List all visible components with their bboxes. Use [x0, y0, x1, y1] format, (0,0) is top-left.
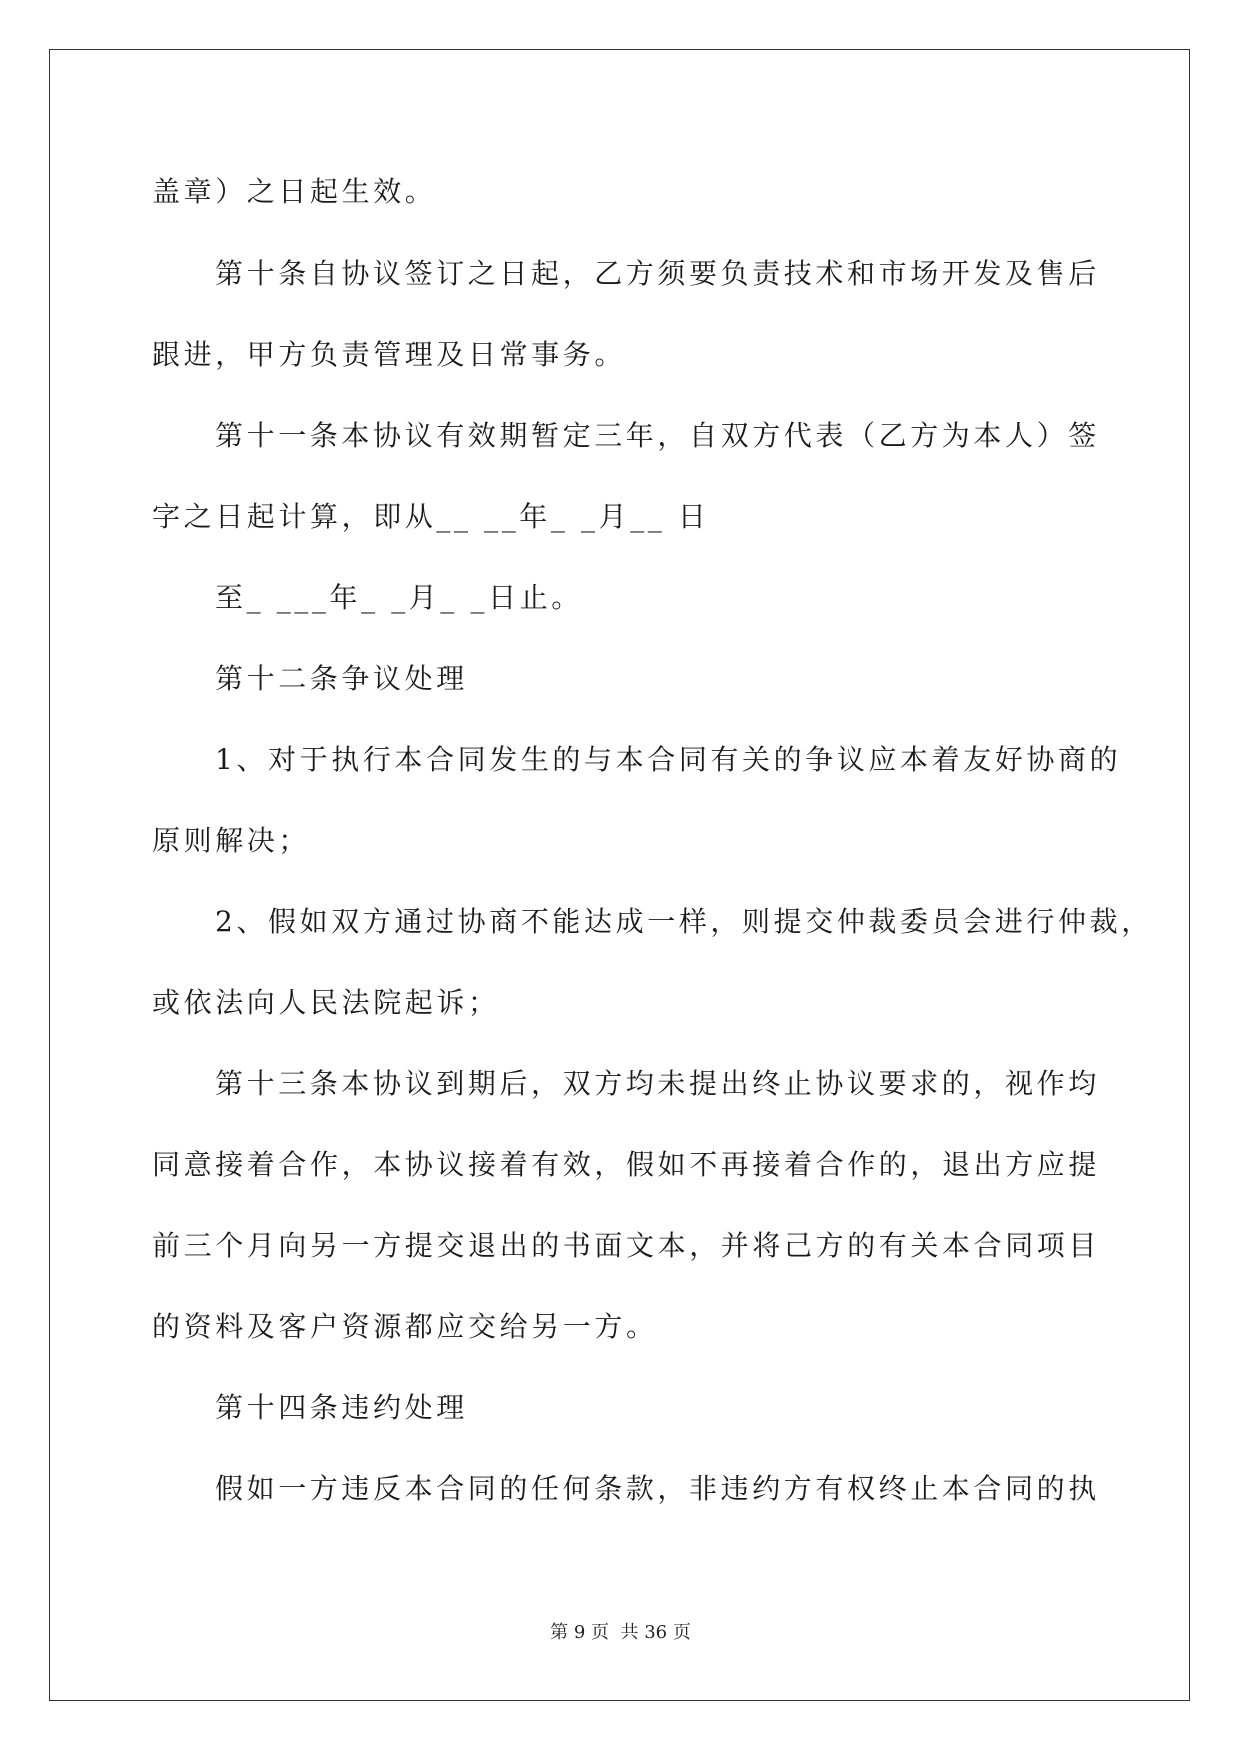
text-line: 的资料及客户资源都应交给另一方。 [152, 1310, 658, 1343]
text-line: 前三个月向另一方提交退出的书面文本，并将己方的有关本合同项目 [152, 1229, 1101, 1262]
section-heading: 第十二条争议处理 [215, 662, 468, 695]
text-line: 第十条自协议签订之日起，乙方须要负责技术和市场开发及售后 [215, 257, 1100, 290]
text-line: 第十一条本协议有效期暂定三年，自双方代表（乙方为本人）签 [215, 419, 1100, 452]
text-line: 字之日起计算，即从__ __年_ _月__ 日 [152, 500, 710, 533]
text-line: 2、假如双方通过协商不能达成一样，则提交仲裁委员会进行仲裁， [215, 905, 1153, 938]
text-line: 或依法向人民法院起诉； [152, 986, 500, 1019]
section-heading: 第十四条违约处理 [215, 1391, 468, 1424]
text-line: 1、对于执行本合同发生的与本合同有关的争议应本着友好协商的 [215, 743, 1122, 776]
text-line: 假如一方违反本合同的任何条款，非违约方有权终止本合同的执 [215, 1472, 1100, 1505]
text-line: 至_ ___年_ _月_ _日止。 [215, 581, 583, 614]
text-line: 盖章）之日起生效。 [152, 175, 437, 208]
text-line: 原则解决； [152, 824, 311, 857]
text-line: 同意接着合作，本协议接着有效，假如不再接着合作的，退出方应提 [152, 1148, 1101, 1181]
text-line: 跟进，甲方负责管理及日常事务。 [152, 338, 627, 371]
page-frame [49, 49, 1190, 1701]
text-line: 第十三条本协议到期后，双方均未提出终止协议要求的，视作均 [215, 1067, 1100, 1100]
page-number-footer: 第 9 页 共 36 页 [550, 1622, 691, 1643]
